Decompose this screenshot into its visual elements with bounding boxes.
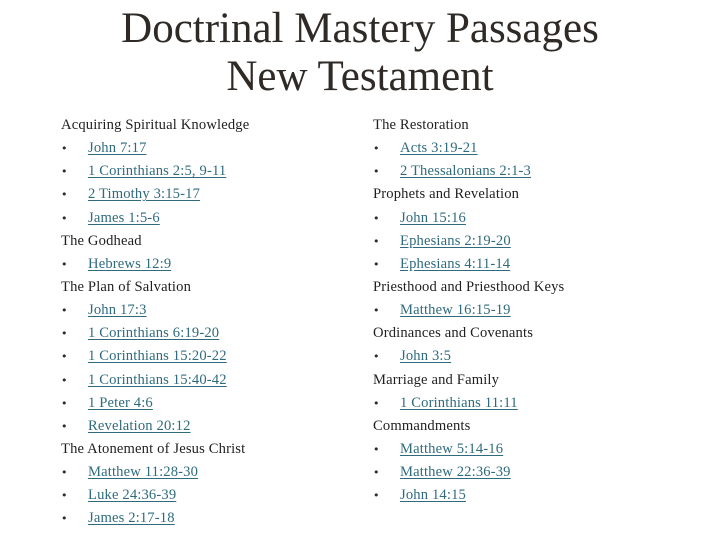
bullet-icon: • bbox=[373, 165, 380, 179]
right-passage-column bbox=[373, 114, 703, 507]
scripture-link-matthew-22-36-39[interactable]: Matthew 22:36-39 bbox=[400, 464, 511, 481]
scripture-link-2-thessalonians-2-1-3[interactable]: 2 Thessalonians 2:1-3 bbox=[400, 163, 531, 180]
scripture-link-john-3-5[interactable]: John 3:5 bbox=[400, 348, 452, 365]
passage-list-item bbox=[61, 461, 351, 484]
bullet-icon: • bbox=[61, 396, 68, 410]
bullet-icon: • bbox=[373, 257, 380, 271]
scripture-link-james-1-5-6[interactable]: James 1:5-6 bbox=[88, 209, 160, 226]
scripture-link-matthew-11-28-30[interactable]: Matthew 11:28-30 bbox=[88, 464, 199, 481]
bullet-icon: • bbox=[61, 512, 68, 526]
topic-heading-commandments: Commandments bbox=[373, 417, 471, 434]
bullet-icon: • bbox=[61, 373, 68, 387]
topic-heading-the-restoration: The Restoration bbox=[373, 117, 469, 133]
topic-heading-acquiring-spiritual-knowledge: Acquiring Spiritual Knowledge bbox=[61, 117, 250, 133]
passage-list-item bbox=[61, 137, 351, 160]
passage-list-item bbox=[61, 484, 351, 507]
bullet-icon: • bbox=[61, 419, 68, 433]
scripture-link-james-2-17-18[interactable]: James 2:17-18 bbox=[88, 510, 175, 527]
passage-list-item bbox=[61, 345, 351, 368]
scripture-link-john-7-17[interactable]: John 7:17 bbox=[88, 140, 147, 157]
passage-list-item bbox=[61, 322, 351, 345]
bullet-icon: • bbox=[373, 234, 380, 248]
scripture-link-1-corinthians-6-19-20[interactable]: 1 Corinthians 6:19-20 bbox=[88, 325, 220, 342]
scripture-link-1-corinthians-15-40-42[interactable]: 1 Corinthians 15:40-42 bbox=[88, 371, 227, 388]
passage-list-item bbox=[61, 207, 351, 230]
bullet-icon: • bbox=[373, 211, 380, 225]
scripture-link-john-17-3[interactable]: John 17:3 bbox=[88, 302, 147, 319]
passage-list-item bbox=[61, 392, 351, 415]
bullet-icon: • bbox=[61, 304, 68, 318]
scripture-link-hebrews-12-9[interactable]: Hebrews 12:9 bbox=[88, 255, 172, 272]
bullet-icon: • bbox=[373, 304, 380, 318]
scripture-link-revelation-20-12[interactable]: Revelation 20:12 bbox=[88, 417, 191, 434]
scripture-link-1-corinthians-15-20-22[interactable]: 1 Corinthians 15:20-22 bbox=[88, 348, 227, 365]
passage-list-item bbox=[61, 415, 351, 438]
left-passage-column bbox=[61, 114, 351, 531]
scripture-link-acts-3-19-21[interactable]: Acts 3:19-21 bbox=[400, 140, 478, 157]
topic-heading-the-godhead: The Godhead bbox=[61, 232, 142, 249]
scripture-link-matthew-16-15-19[interactable]: Matthew 16:15-19 bbox=[400, 302, 511, 319]
topic-heading-marriage-and-family: Marriage and Family bbox=[373, 371, 500, 388]
bullet-icon: • bbox=[373, 396, 380, 410]
passage-list-item bbox=[61, 369, 351, 392]
bullet-icon: • bbox=[61, 188, 68, 202]
scripture-link-john-14-15[interactable]: John 14:15 bbox=[400, 487, 466, 504]
passage-list-item bbox=[61, 507, 351, 530]
scripture-link-john-15-16[interactable]: John 15:16 bbox=[400, 209, 466, 226]
topic-heading-the-plan-of-salvation: The Plan of Salvation bbox=[61, 278, 192, 295]
title-line-2: New Testament bbox=[226, 53, 494, 100]
scripture-link-matthew-5-14-16[interactable]: Matthew 5:14-16 bbox=[400, 440, 504, 457]
bullet-icon: • bbox=[61, 165, 68, 179]
passage-list-item bbox=[373, 438, 703, 461]
passage-list-item bbox=[61, 160, 351, 183]
scripture-link-1-corinthians-11-11[interactable]: 1 Corinthians 11:11 bbox=[400, 394, 518, 411]
scripture-link-ephesians-4-11-14[interactable]: Ephesians 4:11-14 bbox=[400, 255, 511, 272]
topic-heading-prophets-and-revelation: Prophets and Revelation bbox=[373, 186, 520, 203]
title-line-1: Doctrinal Mastery Passages bbox=[121, 5, 599, 52]
bullet-icon: • bbox=[373, 466, 380, 480]
passage-list-item bbox=[373, 345, 703, 368]
scripture-link-luke-24-36-39[interactable]: Luke 24:36-39 bbox=[88, 487, 177, 504]
passage-list-item bbox=[373, 137, 703, 160]
bullet-icon: • bbox=[373, 489, 380, 503]
scripture-link-2-timothy-3-15-17[interactable]: 2 Timothy 3:15-17 bbox=[88, 186, 201, 203]
scripture-link-1-corinthians-2-5-9-11[interactable]: 1 Corinthians 2:5, 9-11 bbox=[88, 163, 227, 180]
bullet-icon: • bbox=[373, 442, 380, 456]
passage-list-item bbox=[373, 299, 703, 322]
bullet-icon: • bbox=[61, 211, 68, 225]
scripture-link-ephesians-2-19-20[interactable]: Ephesians 2:19-20 bbox=[400, 232, 511, 249]
passage-list-item bbox=[373, 160, 703, 183]
bullet-icon: • bbox=[373, 350, 380, 364]
slide-title bbox=[0, 5, 720, 101]
bullet-icon: • bbox=[61, 257, 68, 271]
passage-list-item bbox=[373, 461, 703, 484]
passage-list-item bbox=[373, 392, 703, 415]
bullet-icon: • bbox=[61, 142, 68, 156]
passage-list-item bbox=[61, 253, 351, 276]
passage-list-item bbox=[373, 207, 703, 230]
topic-heading-priesthood-and-priesthood-keys: Priesthood and Priesthood Keys bbox=[373, 278, 565, 295]
passage-list-item bbox=[373, 230, 703, 253]
bullet-icon: • bbox=[61, 350, 68, 364]
passage-list-item bbox=[61, 183, 351, 206]
topic-heading-the-atonement-of-jesus-christ: The Atonement of Jesus Christ bbox=[61, 440, 246, 457]
bullet-icon: • bbox=[373, 142, 380, 156]
passage-list-item bbox=[61, 299, 351, 322]
passage-list-item bbox=[373, 253, 703, 276]
bullet-icon: • bbox=[61, 489, 68, 503]
topic-heading-ordinances-and-covenants: Ordinances and Covenants bbox=[373, 325, 534, 342]
scripture-link-1-peter-4-6[interactable]: 1 Peter 4:6 bbox=[88, 394, 153, 411]
bullet-icon: • bbox=[61, 327, 68, 341]
bullet-icon: • bbox=[61, 466, 68, 480]
passage-list-item bbox=[373, 484, 703, 507]
